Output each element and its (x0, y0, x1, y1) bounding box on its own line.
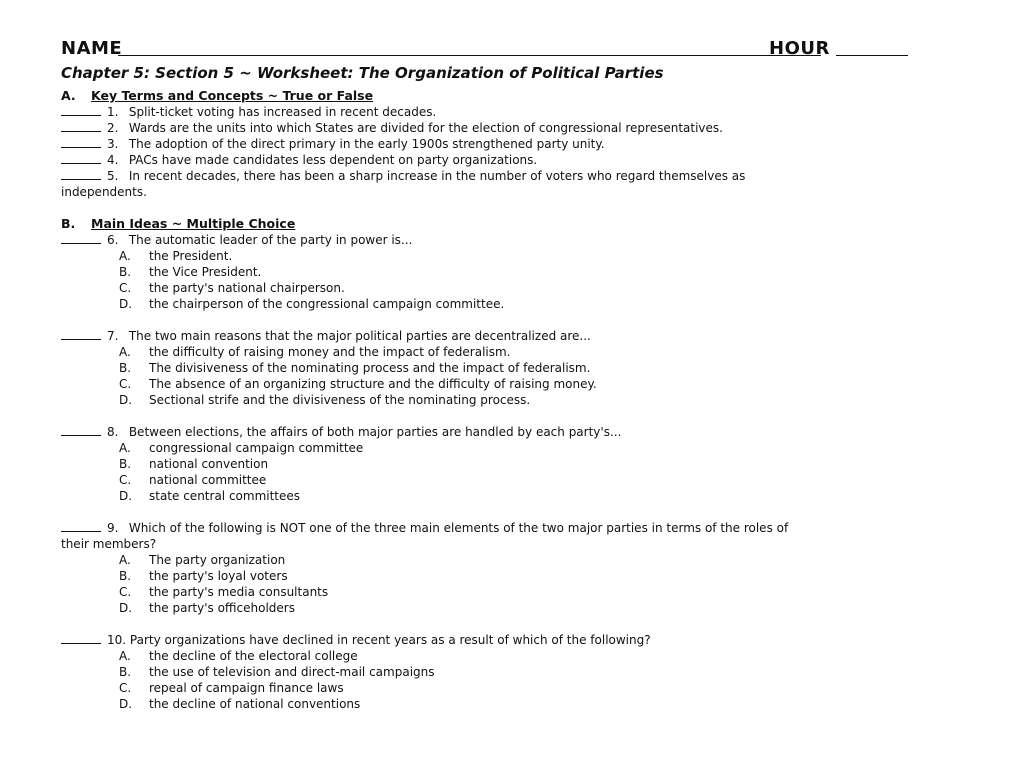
option-text: The absence of an organizing structure and the difficulty of raising money. (149, 377, 597, 391)
answer-option (61, 248, 961, 264)
option-text: national convention (149, 457, 269, 471)
spacer (61, 616, 961, 632)
option-letter: B. (119, 265, 132, 279)
option-letter: A. (119, 345, 131, 359)
answer-option (61, 584, 961, 600)
answer-blank (61, 232, 101, 244)
answer-blank (61, 424, 101, 436)
option-letter: D. (119, 489, 133, 503)
question-text: The automatic leader of the party in power is... (128, 233, 413, 247)
option-text: state central committees (149, 489, 301, 503)
option-letter: B. (119, 361, 132, 375)
name-hour-header (61, 38, 911, 60)
option-letter: C. (119, 473, 132, 487)
option-text: the party's national chairperson. (149, 281, 345, 295)
option-text: the party's media consultants (149, 585, 329, 599)
answer-option (61, 296, 961, 312)
answer-option (61, 344, 961, 360)
item-number: 4. (107, 153, 119, 167)
question-number: 6. (107, 233, 119, 247)
option-text: congressional campaign committee (149, 441, 364, 455)
question-text: Which of the following is NOT one of the three main elements of the two major parties in terms of the roles of (128, 521, 789, 535)
mc-question (61, 232, 961, 248)
option-text: the decline of the electoral college (149, 649, 358, 663)
mc-question (61, 632, 961, 648)
option-letter: A. (119, 649, 131, 663)
option-letter: C. (119, 681, 132, 695)
item-number: 5. (107, 169, 119, 183)
option-letter: D. (119, 393, 133, 407)
answer-option (61, 264, 961, 280)
question-text-continued: their members? (61, 537, 157, 551)
question-number: 8. (107, 425, 119, 439)
answer-option (61, 472, 961, 488)
option-letter: C. (119, 585, 132, 599)
tf-item (61, 120, 961, 136)
answer-blank (61, 152, 101, 164)
answer-option (61, 664, 961, 680)
option-letter: C. (119, 377, 132, 391)
item-number: 1. (107, 105, 119, 119)
section-a (61, 88, 961, 200)
spacer (61, 312, 961, 328)
section-b (61, 216, 961, 712)
answer-option (61, 648, 961, 664)
question-text: The two main reasons that the major political parties are decentralized are... (128, 329, 591, 343)
answer-blank (61, 632, 101, 644)
mc-question (61, 328, 961, 344)
answer-option (61, 440, 961, 456)
option-letter: A. (119, 441, 131, 455)
spacer (61, 408, 961, 424)
item-text: Split-ticket voting has increased in recent decades. (128, 105, 437, 119)
name-label: NAME (61, 38, 123, 59)
option-text: the decline of national conventions (149, 697, 361, 711)
option-letter: D. (119, 601, 133, 615)
item-text: The adoption of the direct primary in the early 1900s strengthened party unity. (128, 137, 605, 151)
question-text: Party organizations have declined in recent years as a result of which of the following? (129, 633, 651, 647)
answer-blank (61, 120, 101, 132)
answer-blank (61, 328, 101, 340)
option-text: national committee (149, 473, 267, 487)
option-text: The party organization (149, 553, 286, 567)
section-b-heading (61, 216, 961, 232)
answer-option (61, 360, 961, 376)
option-text: The divisiveness of the nominating process and the impact of federalism. (149, 361, 591, 375)
answer-option (61, 488, 961, 504)
option-text: the party's loyal voters (149, 569, 288, 583)
answer-option (61, 696, 961, 712)
mc-question (61, 520, 961, 536)
tf-item (61, 104, 961, 120)
spacer (61, 504, 961, 520)
option-letter: D. (119, 697, 133, 711)
option-letter: B. (119, 569, 132, 583)
item-text: Wards are the units into which States are divided for the election of congressional representatives. (128, 121, 723, 135)
option-text: the Vice President. (149, 265, 262, 279)
option-text: repeal of campaign finance laws (149, 681, 344, 695)
option-letter: C. (119, 281, 132, 295)
option-letter: A. (119, 249, 131, 263)
section-b-letter: B. (61, 216, 76, 231)
option-letter: B. (119, 665, 132, 679)
answer-option (61, 600, 961, 616)
item-text-continued: independents. (61, 185, 147, 199)
answer-option (61, 552, 961, 568)
answer-option (61, 392, 961, 408)
option-text: the use of television and direct-mail campaigns (149, 665, 435, 679)
item-text: PACs have made candidates less dependent on party organizations. (128, 153, 538, 167)
option-letter: D. (119, 297, 133, 311)
option-text: the chairperson of the congressional campaign committee. (149, 297, 505, 311)
answer-option (61, 280, 961, 296)
hour-blank (836, 55, 908, 56)
answer-option (61, 456, 961, 472)
answer-blank (61, 520, 101, 532)
answer-option (61, 680, 961, 696)
option-text: the President. (149, 249, 233, 263)
answer-blank (61, 104, 101, 116)
section-a-title: Key Terms and Concepts ~ True or False (91, 88, 374, 103)
answer-blank (61, 168, 101, 180)
option-text: the difficulty of raising money and the impact of federalism. (149, 345, 511, 359)
question-number: 9. (107, 521, 119, 535)
answer-blank (61, 136, 101, 148)
name-blank (118, 55, 821, 56)
option-text: Sectional strife and the divisiveness of the nominating process. (149, 393, 531, 407)
option-letter: B. (119, 457, 132, 471)
item-number: 3. (107, 137, 119, 151)
item-number: 2. (107, 121, 119, 135)
section-b-title: Main Ideas ~ Multiple Choice (91, 216, 296, 231)
section-a-heading (61, 88, 961, 104)
hour-label: HOUR (769, 38, 830, 59)
tf-item (61, 168, 961, 184)
question-number: 7. (107, 329, 119, 343)
question-text: Between elections, the affairs of both major parties are handled by each party's... (128, 425, 622, 439)
tf-item (61, 152, 961, 168)
mc-question (61, 424, 961, 440)
option-letter: A. (119, 553, 131, 567)
answer-option (61, 568, 961, 584)
answer-option (61, 376, 961, 392)
worksheet-title: Chapter 5: Section 5 ~ Worksheet: The Organization of Political Parties (61, 64, 664, 82)
item-text: In recent decades, there has been a sharp increase in the number of voters who regard themselves as (128, 169, 746, 183)
option-text: the party's officeholders (149, 601, 295, 615)
question-number: 10. (107, 633, 127, 647)
tf-item (61, 136, 961, 152)
section-a-letter: A. (61, 88, 76, 103)
